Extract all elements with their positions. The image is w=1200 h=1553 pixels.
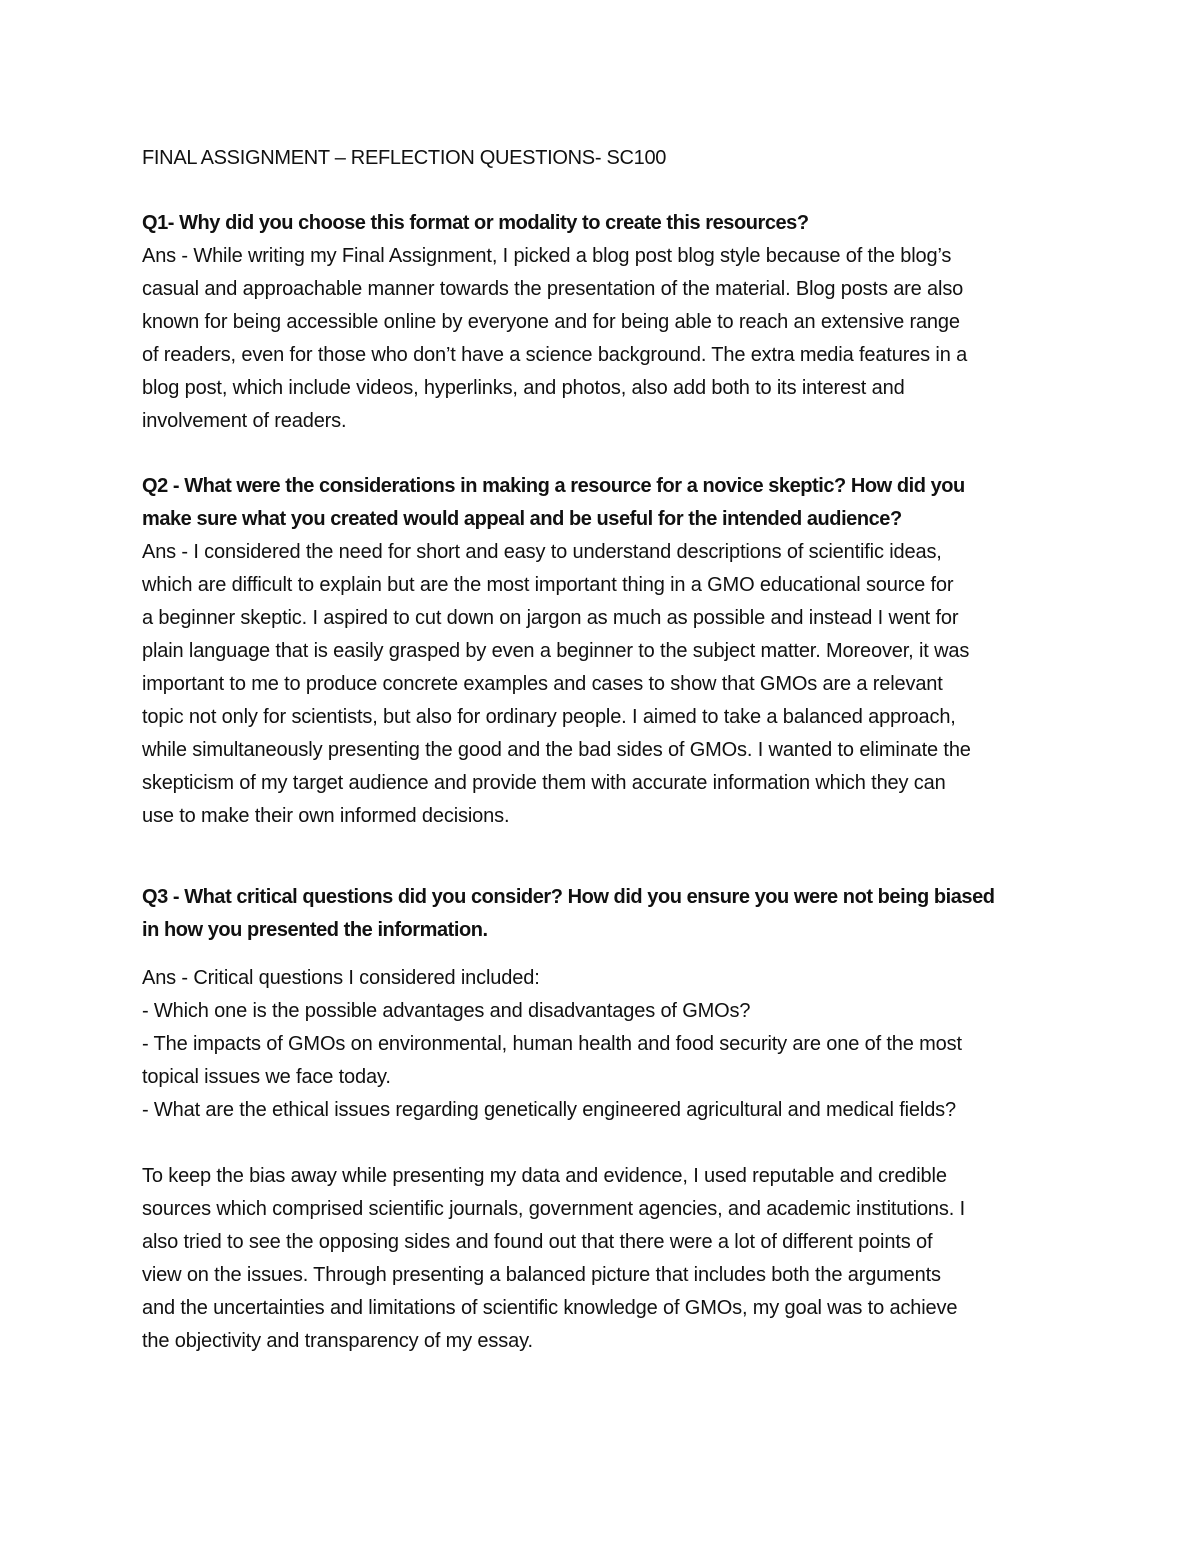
answer-2-line: skepticism of my target audience and provide them with accurate information which they can [142, 772, 946, 794]
answer-2-line: a beginner skeptic. I aspired to cut down on jargon as much as possible and instead I went for [142, 607, 959, 629]
answer-1-line: known for being accessible online by everyone and for being able to reach an extensive range [142, 311, 960, 333]
conclusion-line: the objectivity and transparency of my essay. [142, 1330, 533, 1352]
answer-2-line: which are difficult to explain but are the most important thing in a GMO educational source for [142, 574, 954, 596]
answer-3-line: Ans - Critical questions I considered included: [142, 967, 540, 989]
answer-1-line: casual and approachable manner towards the presentation of the material. Blog posts are also [142, 278, 964, 300]
question-1: Q1- Why did you choose this format or modality to create this resources? [142, 212, 809, 234]
document-title: FINAL ASSIGNMENT – REFLECTION QUESTIONS- SC100 [142, 147, 667, 169]
question-2-line: make sure what you created would appeal and be useful for the intended audience? [142, 508, 902, 530]
answer-3-line: - Which one is the possible advantages and disadvantages of GMOs? [142, 1000, 751, 1022]
conclusion-line: To keep the bias away while presenting my data and evidence, I used reputable and credible [142, 1165, 947, 1187]
answer-2-line: important to me to produce concrete examples and cases to show that GMOs are a relevant [142, 673, 943, 695]
answer-1-line: blog post, which include videos, hyperlinks, and photos, also add both to its interest and [142, 377, 905, 399]
answer-1-line: Ans - While writing my Final Assignment, I picked a blog post blog style because of the blog’s [142, 245, 952, 267]
answer-1-line: involvement of readers. [142, 410, 347, 432]
question-3-line: in how you presented the information. [142, 919, 488, 941]
question-3-line: Q3 - What critical questions did you consider? How did you ensure you were not being biased [142, 886, 995, 908]
answer-3-line: - The impacts of GMOs on environmental, human health and food security are one of the most [142, 1033, 962, 1055]
answer-2-line: use to make their own informed decisions. [142, 805, 510, 827]
answer-2-line: Ans - I considered the need for short and easy to understand descriptions of scientific ideas, [142, 541, 942, 563]
conclusion-line: also tried to see the opposing sides and found out that there were a lot of different points of [142, 1231, 933, 1253]
conclusion-line: sources which comprised scientific journals, government agencies, and academic institutions. I [142, 1198, 965, 1220]
answer-3-line: topical issues we face today. [142, 1066, 391, 1088]
conclusion-line: view on the issues. Through presenting a balanced picture that includes both the arguments [142, 1264, 941, 1286]
answer-2-line: plain language that is easily grasped by even a beginner to the subject matter. Moreover, it was [142, 640, 970, 662]
answer-3-line: - What are the ethical issues regarding genetically engineered agricultural and medical fields? [142, 1099, 956, 1121]
question-2-line: Q2 - What were the considerations in making a resource for a novice skeptic? How did you [142, 475, 965, 497]
answer-2-line: topic not only for scientists, but also for ordinary people. I aimed to take a balanced approach, [142, 706, 956, 728]
answer-1-line: of readers, even for those who don’t have a science background. The extra media features in a [142, 344, 968, 366]
answer-2-line: while simultaneously presenting the good and the bad sides of GMOs. I wanted to eliminate the [142, 739, 971, 761]
conclusion-line: and the uncertainties and limitations of scientific knowledge of GMOs, my goal was to achieve [142, 1297, 958, 1319]
